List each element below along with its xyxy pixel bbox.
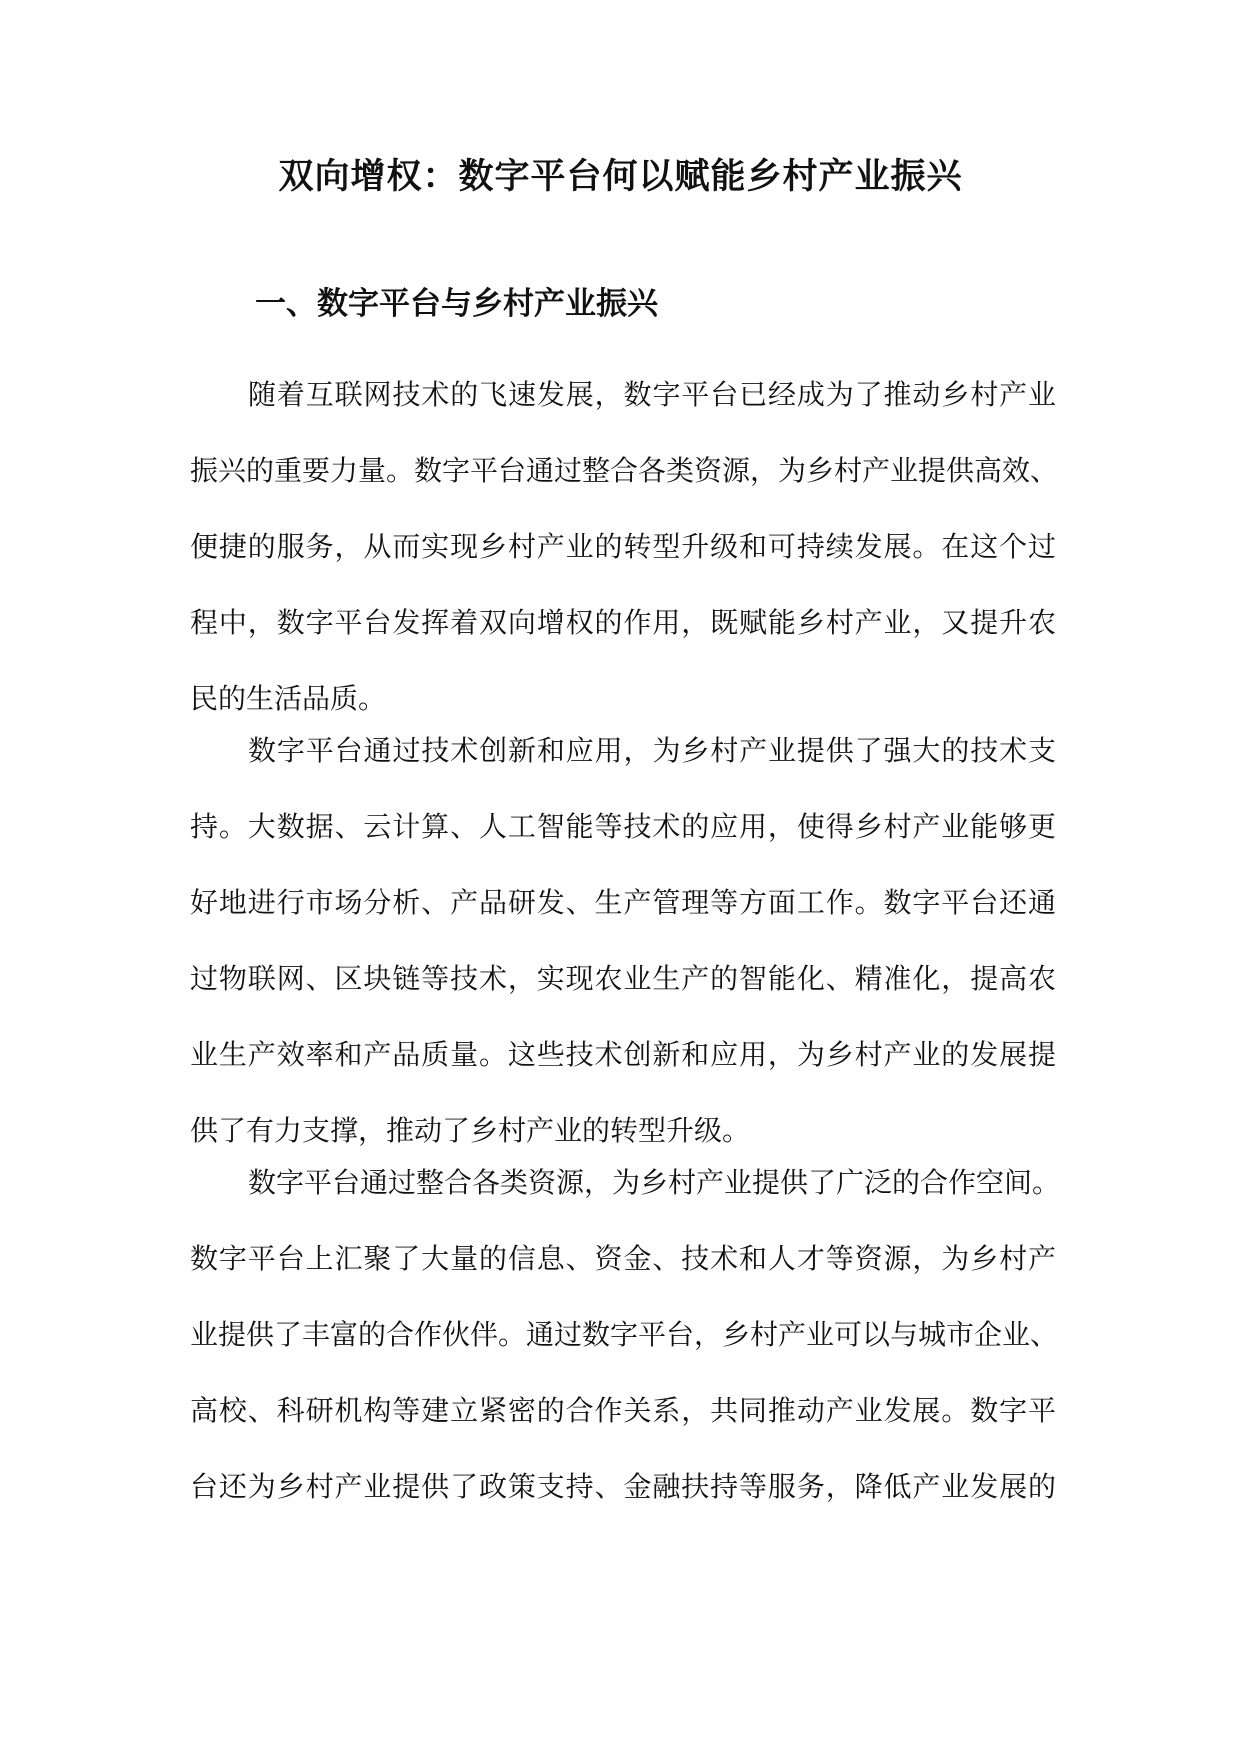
section-heading: 一、数字平台与乡村产业振兴 [255,286,658,322]
paragraph-line: 好地进行市场分析、产品研发、生产管理等方面工作。数字平台还通 [190,886,1056,919]
document-title: 双向增权：数字平台何以赋能乡村产业振兴 [278,157,963,197]
paragraph-line: 业生产效率和产品质量。这些技术创新和应用，为乡村产业的发展提 [190,1038,1056,1071]
paragraph-line: 程中，数字平台发挥着双向增权的作用，既赋能乡村产业，又提升农 [190,606,1056,639]
paragraph-line: 数字平台通过技术创新和应用，为乡村产业提供了强大的技术支 [248,734,1056,767]
paragraph-line: 业提供了丰富的合作伙伴。通过数字平台，乡村产业可以与城市企业、 [190,1318,1059,1351]
paragraph-line: 民的生活品质。 [190,682,387,715]
paragraph-line: 供了有力支撑，推动了乡村产业的转型升级。 [190,1114,751,1147]
paragraph-line: 持。大数据、云计算、人工智能等技术的应用，使得乡村产业能够更 [190,810,1056,843]
paragraph-line: 过物联网、区块链等技术，实现农业生产的智能化、精准化，提高农 [190,962,1056,995]
paragraph-line: 便捷的服务，从而实现乡村产业的转型升级和可持续发展。在这个过 [190,530,1056,563]
paragraph-line: 数字平台上汇聚了大量的信息、资金、技术和人才等资源，为乡村产 [190,1242,1056,1275]
paragraph-line: 振兴的重要力量。数字平台通过整合各类资源，为乡村产业提供高效、 [190,454,1059,487]
paragraph-line: 数字平台通过整合各类资源，为乡村产业提供了广泛的合作空间。 [248,1166,1061,1199]
paragraph [190,1145,1061,1525]
paragraph [190,357,1059,737]
paragraph-line: 台还为乡村产业提供了政策支持、金融扶持等服务，降低产业发展的 [190,1470,1056,1503]
paragraph-line: 高校、科研机构等建立紧密的合作关系，共同推动产业发展。数字平 [190,1394,1056,1427]
paragraph [190,713,1056,1169]
paragraph-line: 随着互联网技术的飞速发展，数字平台已经成为了推动乡村产业 [248,378,1056,411]
